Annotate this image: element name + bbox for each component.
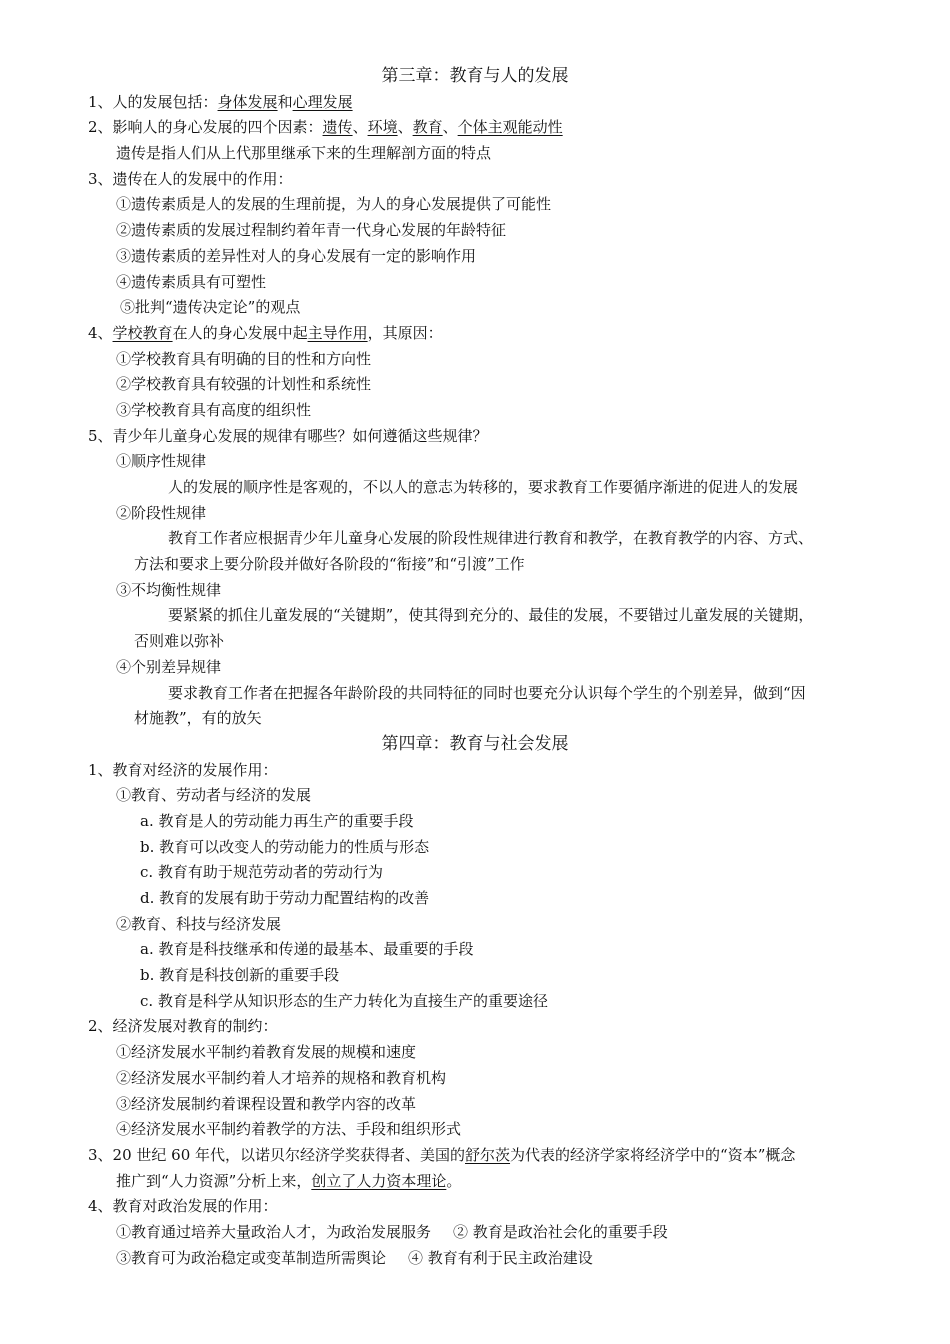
rule-text: 否则难以弥补 <box>134 632 225 651</box>
list-item: ③经济发展制约着课程设置和教学内容的改革 <box>116 1094 417 1113</box>
ch3-q5-head: 5、青少年儿童身心发展的规律有哪些？如何遵循这些规律？ <box>88 426 488 445</box>
chapter3-title: 第三章：教育与人的发展 <box>381 66 569 86</box>
underlined-term: 心理发展 <box>292 92 353 111</box>
list-item: c. 教育是科学从知识形态的生产力转化为直接生产的重要途径 <box>140 991 548 1010</box>
list-item: ④经济发展水平制约着教学的方法、手段和组织形式 <box>116 1120 462 1139</box>
list-item: c. 教育有助于规范劳动者的劳动行为 <box>140 863 383 882</box>
list-item: ③遗传素质的差异性对人的身心发展有一定的影响作用 <box>116 246 477 265</box>
rule-heading: ④个别差异规律 <box>116 657 222 676</box>
sub-heading: ②教育、科技与经济发展 <box>116 914 282 933</box>
underlined-term: 学校教育 <box>112 323 173 342</box>
list-item: b. 教育是科技创新的重要手段 <box>140 966 340 985</box>
text: 、 <box>442 118 458 137</box>
list-item: ①遗传素质是人的发展的生理前提，为人的身心发展提供了可能性 <box>116 195 552 214</box>
list-item: ②遗传素质的发展过程制约着年青一代身心发展的年龄特征 <box>116 221 507 240</box>
rule-text: 方法和要求上要分阶段并做好各阶段的“衔接”和“引渡”工作 <box>134 555 525 574</box>
underlined-term: 主导作用 <box>307 323 368 342</box>
list-item: d. 教育的发展有助于劳动力配置结构的改善 <box>140 889 430 907</box>
text: 推广到“人力资源”分析上来， <box>116 1171 312 1190</box>
text: 为代表的经济学家将经济学中的“资本”概念 <box>510 1145 796 1164</box>
text: 、 <box>397 118 413 137</box>
underlined-term: 环境 <box>367 118 398 137</box>
ch4-q1-head: 1、教育对经济的发展作用： <box>88 760 278 779</box>
underlined-term: 创立了人力资本理论 <box>311 1171 447 1190</box>
list-item: ⑤批判“遗传决定论”的观点 <box>120 298 301 317</box>
text: 2、影响人的身心发展的四个因素： <box>88 118 323 137</box>
list-item: ①教育通过培养大量政治人才，为政治发展服务 <box>116 1222 432 1241</box>
rule-heading: ①顺序性规律 <box>116 452 207 471</box>
text: 3、20 世纪 60 年代，以诺贝尔经济学奖获得者、美国的 <box>88 1145 466 1164</box>
list-row <box>0 1220 950 1246</box>
list-item: ①学校教育具有明确的目的性和方向性 <box>116 349 372 368</box>
list-item: ④ 教育有利于民主政治建设 <box>408 1248 593 1267</box>
rule-text: 材施教”，有的放矢 <box>134 709 262 728</box>
list-item: ② 教育是政治社会化的重要手段 <box>453 1222 668 1241</box>
text: 1、人的发展包括： <box>88 92 218 111</box>
underlined-term: 身体发展 <box>217 92 278 111</box>
underlined-term: 舒尔茨 <box>465 1145 511 1164</box>
underlined-term: 教育 <box>412 118 443 137</box>
text: 在人的身心发展中起 <box>172 323 308 342</box>
underlined-term: 个体主观能动性 <box>457 118 563 137</box>
ch3-q2-note: 遗传是指人们从上代那里继承下来的生理解剖方面的特点 <box>116 144 492 163</box>
ch4-q4-head: 4、教育对政治发展的作用： <box>88 1197 278 1216</box>
underlined-term: 遗传 <box>322 118 353 137</box>
list-item: b. 教育可以改变人的劳动能力的性质与形态 <box>140 837 430 856</box>
sub-heading: ①教育、劳动者与经济的发展 <box>116 786 312 805</box>
ch3-q3-head: 3、遗传在人的发展中的作用： <box>88 169 293 188</box>
rule-heading: ②阶段性规律 <box>116 503 207 522</box>
text: 、 <box>352 118 368 137</box>
list-item: ②学校教育具有较强的计划性和系统性 <box>116 375 372 394</box>
rule-text: 人的发展的顺序性是客观的，不以人的意志为转移的，要求教育工作要循序渐进的促进人的发展 <box>168 478 799 496</box>
chapter4-title: 第四章：教育与社会发展 <box>381 733 569 754</box>
text: 4、 <box>88 323 113 342</box>
rule-text: 要求教育工作者在把握各年龄阶段的共同特征的同时也要充分认识每个学生的个别差异，做到“因 <box>168 683 806 702</box>
list-item: ④遗传素质具有可塑性 <box>116 272 267 291</box>
list-item: ③教育可为政治稳定或变革制造所需舆论 <box>116 1248 387 1267</box>
ch3-q4 <box>0 321 950 347</box>
text: 和 <box>277 92 293 111</box>
ch4-q3-line1 <box>0 1143 950 1169</box>
list-row <box>0 1246 950 1272</box>
ch3-q2 <box>0 115 950 141</box>
document-page <box>0 64 950 1271</box>
list-item: ①经济发展水平制约着教育发展的规模和速度 <box>116 1043 417 1062</box>
text: ，其原因： <box>367 323 443 342</box>
ch4-q3-line2 <box>0 1169 950 1195</box>
text: 。 <box>446 1171 462 1190</box>
list-item: a. 教育是科技继承和传递的最基本、最重要的手段 <box>140 940 474 959</box>
ch4-q2-head: 2、经济发展对教育的制约： <box>88 1017 278 1036</box>
list-item: ②经济发展水平制约着人才培养的规格和教育机构 <box>116 1068 447 1087</box>
ch3-q1 <box>0 90 950 116</box>
rule-text: 要紧紧的抓住儿童发展的“关键期”，使其得到充分的、最佳的发展，不要错过儿童发展的关键期， <box>168 606 814 625</box>
list-item: a. 教育是人的劳动能力再生产的重要手段 <box>140 811 414 830</box>
list-item: ③学校教育具有高度的组织性 <box>116 400 312 419</box>
rule-text: 教育工作者应根据青少年儿童身心发展的阶段性规律进行教育和教学，在教育教学的内容、方式、 <box>168 529 814 548</box>
rule-heading: ③不均衡性规律 <box>116 580 222 599</box>
